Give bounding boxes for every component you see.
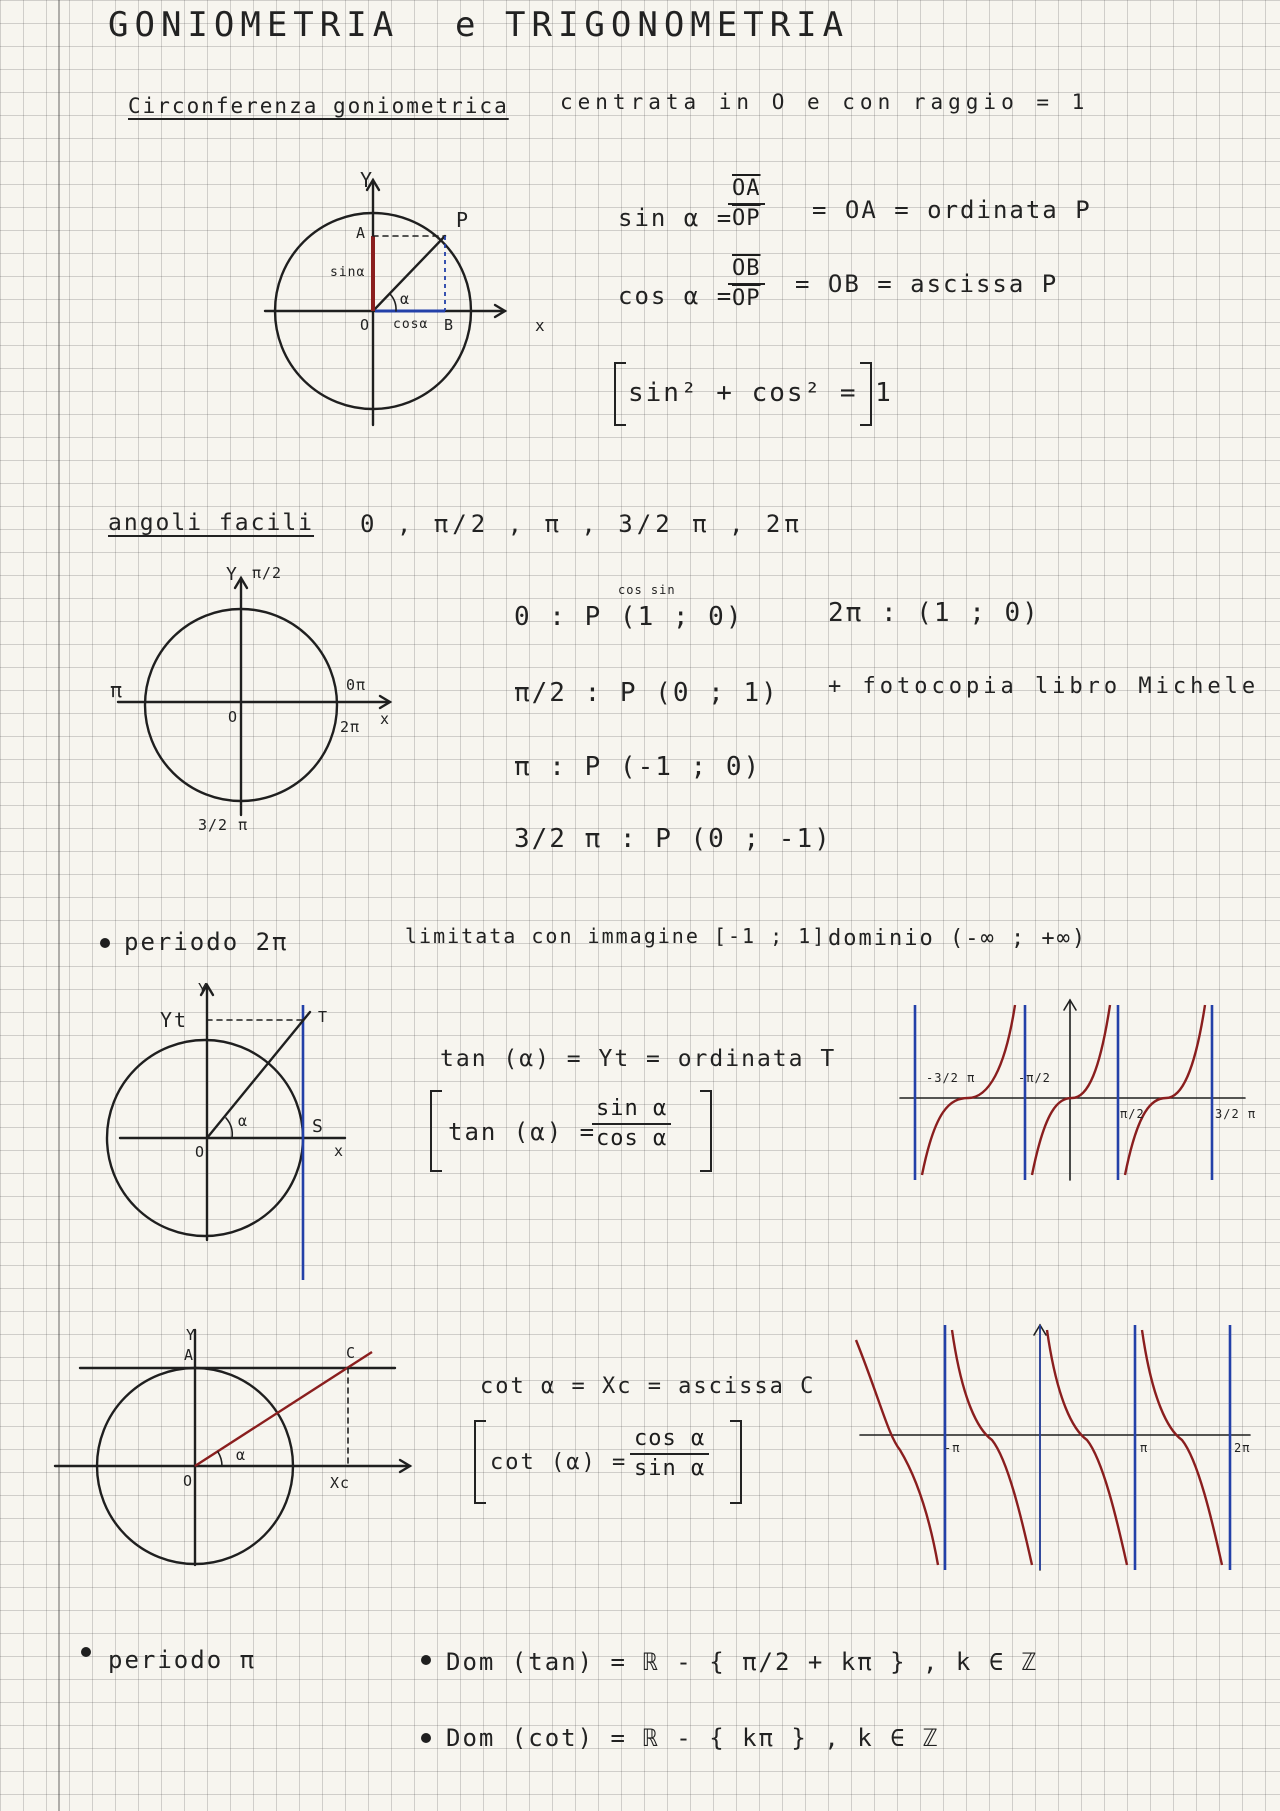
d4-origin-label: O	[183, 1472, 194, 1490]
d4-xc-label: Xc	[330, 1474, 351, 1492]
d1-x-label: x	[535, 316, 547, 335]
d1-sin-label: sinα	[330, 265, 366, 280]
d2-origin-label: O	[228, 708, 239, 726]
intro-rest: centrata in O e con raggio = 1	[560, 90, 1090, 114]
d1-y-label: Y	[360, 168, 375, 192]
d3-x-label: x	[334, 1142, 345, 1160]
point-pi: π : P (-1 ; 0)	[514, 752, 762, 782]
d4-c-label: C	[346, 1344, 357, 1362]
d1-point-a: A	[356, 224, 367, 242]
d2-y-label: Y	[226, 564, 239, 585]
tan-graph-label-2: -π/2	[1018, 1071, 1051, 1085]
point-three-half-pi: 3/2 π : P (0 ; -1)	[514, 824, 832, 854]
d3-s-label: S	[312, 1116, 325, 1137]
period-2pi: periodo 2π	[124, 928, 289, 956]
d2-right2-label: 2π	[340, 718, 361, 736]
d1-origin-label: O	[360, 316, 371, 334]
bullet-dot-3	[421, 1655, 431, 1665]
d4-alpha: α	[236, 1446, 247, 1464]
tan-definition: tan (α) = Yt = ordinata T	[440, 1046, 837, 1072]
cot-graph-label-2: π	[1140, 1441, 1149, 1455]
d1-point-p: P	[456, 208, 471, 232]
d4-a-label: A	[184, 1346, 195, 1364]
sin-lhs: sin α =	[618, 204, 734, 232]
point-zero: 0 : P (1 ; 0)	[514, 602, 744, 632]
bullet-dot-2	[81, 1647, 91, 1657]
d2-bottom-label: 3/2 π	[198, 816, 249, 834]
pythagorean-identity: sin² + cos² = 1	[628, 378, 893, 408]
domain-all-reals: dominio (-∞ ; +∞)	[828, 926, 1088, 951]
sin-numerator: $\overline{OA}$	[728, 178, 765, 205]
d3-origin-label: O	[195, 1143, 206, 1161]
title-goniometria: GONIOMETRIA	[108, 5, 400, 45]
d3-yt-label: Yt	[160, 1008, 189, 1032]
d1-cos-label: cosα	[393, 317, 429, 332]
d2-right-label: 0π	[346, 676, 367, 694]
point-two-pi: 2π : (1 ; 0)	[828, 598, 1040, 628]
d3-t-label: T	[318, 1008, 329, 1026]
title-trigonometria: TRIGONOMETRIA	[505, 5, 850, 45]
d2-top-label: π/2	[252, 564, 283, 582]
easy-angles-label: angoli facili	[108, 510, 315, 536]
cot-lhs: cot (α) =	[490, 1450, 628, 1475]
photocopy-note: + fotocopia libro Michele	[828, 674, 1260, 699]
point-half-pi: π/2 : P (0 ; 1)	[514, 678, 779, 708]
d1-point-b: B	[444, 316, 455, 334]
sin-equalities: = OA = ordinata P	[812, 196, 1092, 224]
cos-sin-hint: cos sin	[618, 583, 676, 597]
domain-tan: Dom (tan) = ℝ - { π/2 + kπ } , k ∈ ℤ	[446, 1648, 1039, 1676]
cot-graph-label-1: -π	[944, 1441, 961, 1455]
cos-denominator: OP	[732, 286, 761, 311]
bullet-dot-4	[421, 1733, 431, 1743]
cos-numerator: $\overline{OB}$	[728, 258, 765, 285]
title-conjunction: e	[455, 5, 482, 45]
cot-denominator: sin α	[634, 1456, 706, 1481]
cos-equalities: = OB = ascissa P	[795, 270, 1059, 298]
bounded-image: limitata con immagine [-1 ; 1]	[405, 924, 827, 948]
cot-graph-label-3: 2π	[1234, 1441, 1251, 1455]
d3-alpha: α	[238, 1112, 249, 1130]
tan-graph-label-4: 3/2 π	[1215, 1107, 1257, 1121]
sin-denominator: OP	[732, 206, 761, 231]
cot-definition: cot α = Xc = ascissa C	[480, 1374, 816, 1399]
intro-term: Circonferenza goniometrica	[128, 94, 509, 118]
period-pi: periodo π	[108, 1646, 257, 1674]
tan-denominator: cos α	[596, 1126, 668, 1151]
d2-left-label: π	[110, 678, 125, 702]
domain-cot: Dom (cot) = ℝ - { kπ } , k ∈ ℤ	[446, 1724, 940, 1752]
cos-lhs: cos α =	[618, 282, 734, 310]
tan-numerator: sin α	[592, 1098, 671, 1125]
tan-graph-label-1: -3/2 π	[926, 1071, 976, 1085]
d3-y-label: Y	[198, 980, 209, 998]
cot-numerator: cos α	[630, 1428, 709, 1455]
easy-angles-list: 0 , π/2 , π , 3/2 π , 2π	[360, 510, 803, 538]
tan-graph-label-3: π/2	[1120, 1107, 1145, 1121]
tan-lhs: tan (α) =	[448, 1118, 597, 1146]
d4-y-label: Y	[186, 1326, 197, 1344]
d2-x-label: x	[380, 710, 391, 728]
d1-alpha: α	[400, 290, 411, 308]
